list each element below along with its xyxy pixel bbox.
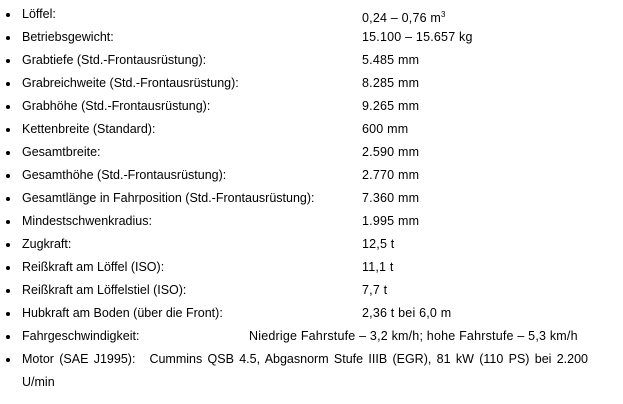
bullet-icon — [6, 197, 10, 201]
spec-row-motor — [0, 348, 623, 394]
spec-label: Reißkraft am Löffel (ISO): — [22, 260, 165, 274]
spec-value: Niedrige Fahrstufe – 3,2 km/h; hohe Fahrstufe – 5,3 km/h — [249, 329, 578, 343]
spec-label: Gesamtlänge in Fahrposition (Std.-Frontausrüstung): — [22, 191, 315, 205]
spec-row-zugkraft — [0, 233, 623, 256]
bullet-icon — [6, 266, 10, 270]
motor-description — [22, 348, 588, 394]
spec-label: Reißkraft am Löffelstiel (ISO): — [22, 283, 187, 297]
bullet-icon — [6, 335, 10, 339]
spec-value: 8.285 mm — [362, 76, 420, 90]
spec-value: 11,1 t — [362, 260, 394, 274]
bullet-icon — [6, 82, 10, 86]
bullet-icon — [6, 358, 10, 362]
spec-label: Gesamthöhe (Std.-Frontausrüstung): — [22, 168, 227, 182]
spec-label: Grabtiefe (Std.-Frontausrüstung): — [22, 53, 207, 67]
bullet-icon — [6, 243, 10, 247]
bullet-icon — [6, 59, 10, 63]
spec-row-gesamthoehe — [0, 164, 623, 187]
bullet-icon — [6, 220, 10, 224]
spec-row-hubkraft — [0, 302, 623, 325]
spec-value: 5.485 mm — [362, 53, 420, 67]
spec-row-reisskraft-loeffelstiel — [0, 279, 623, 302]
spec-value-text: 0,24 – 0,76 m — [362, 11, 442, 25]
spec-label: Fahrgeschwindigkeit: — [22, 329, 140, 343]
bullet-icon — [6, 174, 10, 178]
spec-value: 600 mm — [362, 122, 409, 136]
spec-row-grabtiefe — [0, 49, 623, 72]
spec-value: 2,36 t bei 6,0 m — [362, 306, 452, 320]
spec-value: 7.360 mm — [362, 191, 420, 205]
spec-value-superscript: 3 — [441, 10, 446, 19]
spec-value: 9.265 mm — [362, 99, 420, 113]
spec-label: Grabhöhe (Std.-Frontausrüstung): — [22, 99, 211, 113]
bullet-icon — [6, 151, 10, 155]
spec-label: Mindestschwenkradius: — [22, 214, 152, 228]
bullet-icon — [6, 289, 10, 293]
spec-row-grabreichweite — [0, 72, 623, 95]
bullet-icon — [6, 105, 10, 109]
motor-value: Cummins QSB 4.5, Abgasnorm Stufe IIIB (EGR), 81 kW (110 PS) bei 2.200 U/min — [22, 352, 589, 389]
spec-list — [0, 3, 623, 394]
bullet-icon — [6, 128, 10, 132]
spec-label: Hubkraft am Boden (über die Front): — [22, 306, 223, 320]
motor-label: Motor (SAE J1995): — [22, 352, 136, 366]
bullet-icon — [6, 13, 10, 17]
spec-row-reisskraft-loeffel — [0, 256, 623, 279]
spec-value: 7,7 t — [362, 283, 388, 297]
spec-value: 2.590 mm — [362, 145, 420, 159]
spec-row-loeffel — [0, 3, 623, 26]
bullet-icon — [6, 36, 10, 40]
spec-label: Grabreichweite (Std.-Frontausrüstung): — [22, 76, 239, 90]
spec-label: Kettenbreite (Standard): — [22, 122, 156, 136]
spec-row-kettenbreite — [0, 118, 623, 141]
spec-value: 15.100 – 15.657 kg — [362, 30, 473, 44]
spec-label: Löffel: — [22, 7, 56, 21]
spec-label: Gesamtbreite: — [22, 145, 101, 159]
spec-value: 12,5 t — [362, 237, 395, 251]
spec-value: 1.995 mm — [362, 214, 420, 228]
spec-row-betriebsgewicht — [0, 26, 623, 49]
spec-row-fahrgeschwindigkeit — [0, 325, 623, 348]
bullet-icon — [6, 312, 10, 316]
spec-row-gesamtlaenge — [0, 187, 623, 210]
spec-label: Betriebsgewicht: — [22, 30, 114, 44]
spec-value: 2.770 mm — [362, 168, 420, 182]
spec-row-gesamtbreite — [0, 141, 623, 164]
spec-label: Zugkraft: — [22, 237, 72, 251]
spec-row-schwenkradius — [0, 210, 623, 233]
spec-row-grabhoehe — [0, 95, 623, 118]
